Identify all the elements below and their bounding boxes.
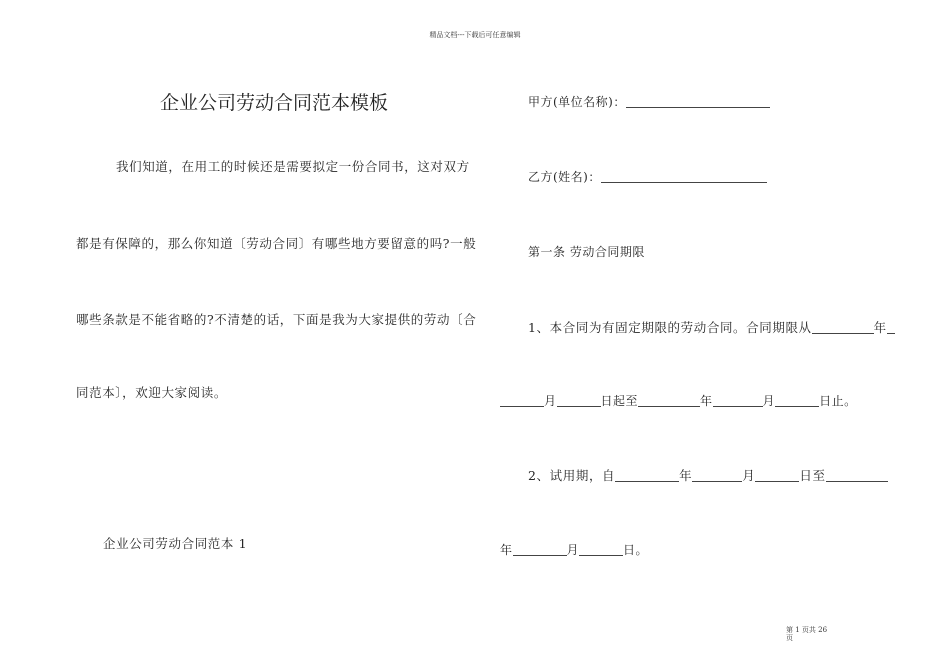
clause1-from-blank [812,321,874,334]
clause2-line1 [528,466,888,484]
clause1-line2 [500,392,857,409]
clause2-year2-blank [826,469,888,482]
clause2-line2 [500,541,648,558]
clause1-tail-blank [887,321,895,334]
clause1-month-label: 月 [544,394,557,408]
page-indicator: 第 1 页共 26 页 [786,626,828,642]
clause1-day2-blank [775,394,819,407]
party-b-label: 乙方(姓名)： [528,170,601,184]
party-a-blank [626,95,770,108]
clause2-day-blank [755,469,799,482]
clause1-month2-label: 月 [762,394,776,408]
party-b-blank [601,170,767,183]
clause1-day-blank [557,394,601,407]
clause1-year2-label: 年 [700,394,713,408]
clause1-day-to-label: 日起至 [600,394,639,408]
clause1-month-blank [500,394,544,407]
header-banner: 精品文档---下载后可任意编辑 [429,31,521,39]
clause2-month-blank [692,469,742,482]
clause2-month2-label: 月 [566,543,580,557]
party-a-label: 甲方(单位名称)： [528,95,626,109]
article1-title: 第一条 劳动合同期限 [528,245,645,259]
intro-line-3: 哪些条款是不能省略的?不清楚的话，下面是我为大家提供的劳动〔合 [76,312,477,327]
clause2-text: 2、试用期，自 [528,468,616,483]
clause2-year-label: 年 [679,468,693,483]
intro-line-2: 都是有保障的，那么你知道〔劳动合同〕有哪些地方要留意的吗?一般 [76,236,477,251]
clause1-line1 [528,318,895,336]
clause1-text: 1、本合同为有固定期限的劳动合同。合同期限从 [528,320,812,335]
clause1-year2-blank [638,394,700,407]
clause2-month-label: 月 [742,468,756,483]
clause2-month2-blank [513,543,567,556]
clause1-year-label: 年 [873,320,887,335]
intro-line-4: 同范本〕，欢迎大家阅读。 [76,385,227,400]
clause2-end-label: 日。 [623,543,649,557]
party-a-line [528,93,770,110]
clause2-day-to-label: 日至 [799,468,826,483]
party-b-line [528,168,767,185]
document-title: 企业公司劳动合同范本模板 [160,92,389,114]
clause2-year2-label: 年 [500,543,513,557]
clause1-end-label: 日止。 [819,394,857,408]
intro-line-1: 我们知道，在用工的时候还是需要拟定一份合同书，这对双方 [116,159,470,174]
clause1-month2-blank [713,394,763,407]
clause2-day2-blank [579,543,623,556]
section-title: 企业公司劳动合同范本 1 [103,536,248,551]
clause2-year-blank [615,469,679,482]
